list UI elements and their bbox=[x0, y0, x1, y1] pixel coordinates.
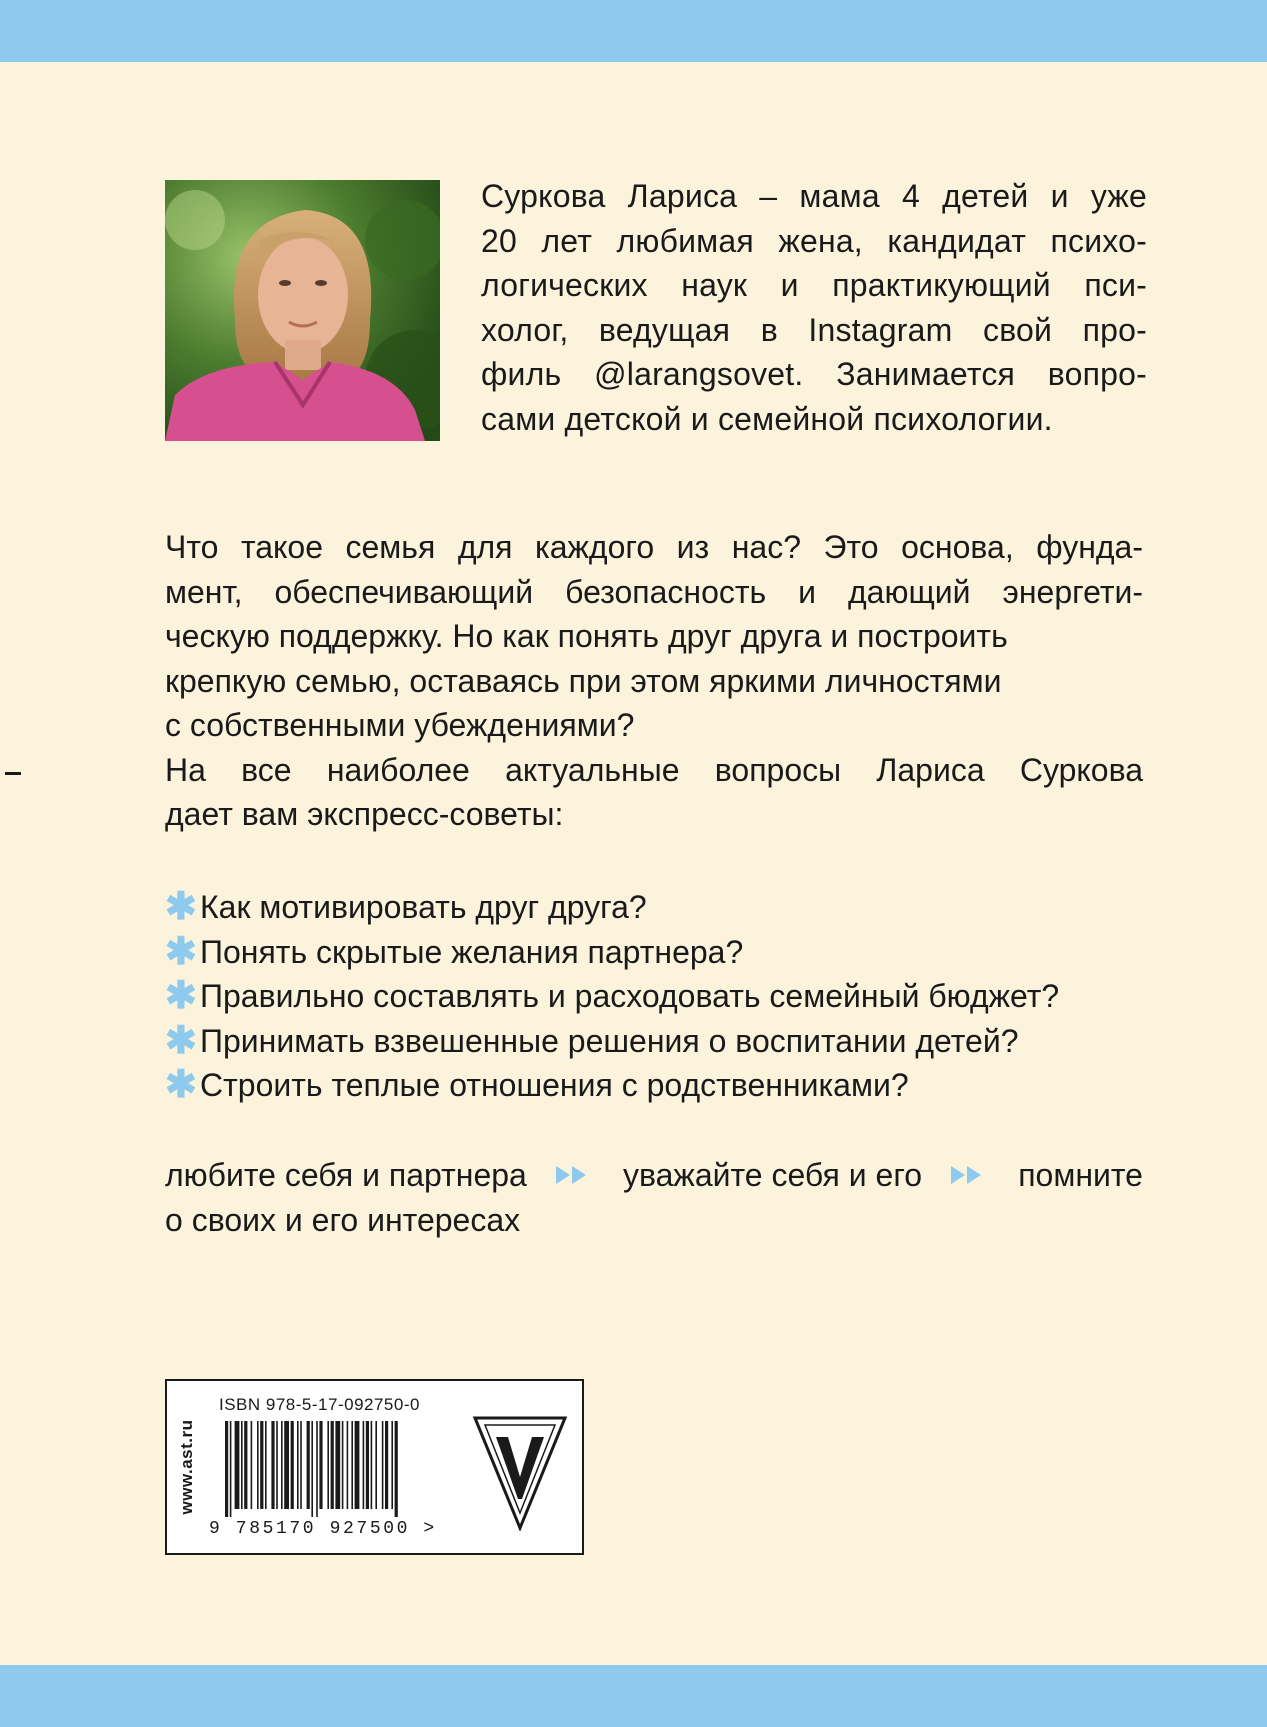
bio-line: филь @larangsovet. Занимается вопро- bbox=[481, 356, 1147, 392]
intro-line: крепкую семью, оставаясь при этом яркими личностями bbox=[165, 662, 1002, 699]
barcode-digits: 9 785170 927500 > bbox=[209, 1519, 437, 1539]
asterisk-icon: ✱ bbox=[165, 1019, 197, 1062]
intro-line: с собственными убеждениями? bbox=[165, 707, 635, 743]
double-arrow-icon bbox=[556, 1164, 594, 1186]
list-item bbox=[165, 885, 1059, 930]
author-photo bbox=[165, 180, 440, 441]
list-item bbox=[165, 1019, 1059, 1064]
top-color-band bbox=[0, 0, 1267, 62]
isbn-label: ISBN 978-5-17-092750-0 bbox=[219, 1395, 420, 1414]
publisher-v-logo bbox=[472, 1415, 568, 1531]
bio-line: холог, ведущая в Instagram свой про- bbox=[481, 311, 1147, 348]
intro-line: дает вам экспресс-советы: bbox=[165, 796, 564, 832]
asterisk-icon: ✱ bbox=[165, 886, 197, 928]
bio-line: логических наук и практикующий пси- bbox=[481, 267, 1147, 303]
asterisk-icon: ✱ bbox=[165, 1064, 197, 1106]
motto-respect: уважайте себя и его bbox=[622, 1157, 923, 1193]
margin-dash bbox=[5, 772, 21, 775]
intro-line: Что такое семья для каждого из нас? Это основа, фунда- bbox=[165, 529, 1143, 565]
barcode-block bbox=[165, 1379, 584, 1555]
list-item bbox=[165, 930, 1059, 975]
double-arrow-icon bbox=[951, 1164, 989, 1186]
motto-remember: помните bbox=[1018, 1157, 1143, 1193]
list-item-text: Правильно составлять и расходовать семейный бюджет? bbox=[200, 978, 1060, 1014]
list-item-text: Как мотивировать друг друга? bbox=[200, 889, 647, 925]
list-item-text: Принимать взвешенные решения о воспитании детей? bbox=[200, 1022, 1019, 1059]
list-item-text: Строить теплые отношения с родственниками? bbox=[200, 1067, 909, 1103]
intro-line: мент, обеспечивающий безопасность и дающий энергети- bbox=[165, 573, 1143, 610]
bio-line: Суркова Лариса – мама 4 детей и уже bbox=[481, 178, 1147, 214]
site-url: www.ast.ru bbox=[177, 1419, 196, 1515]
motto-interests: о своих и его интересах bbox=[165, 1201, 521, 1238]
asterisk-icon: ✱ bbox=[165, 975, 197, 1017]
bio-line: сами детской и семейной психологии. bbox=[481, 400, 1053, 437]
publisher-site bbox=[169, 1381, 205, 1553]
list-item-text: Понять скрытые желания партнера? bbox=[200, 933, 744, 970]
list-item bbox=[165, 1063, 1059, 1108]
bio-line: 20 лет любимая жена, кандидат психо- bbox=[481, 222, 1147, 259]
motto-love: любите себя и партнера bbox=[165, 1157, 527, 1193]
asterisk-icon: ✱ bbox=[165, 930, 197, 973]
author-bio bbox=[481, 174, 1147, 441]
advice-list bbox=[165, 885, 1059, 1108]
intro-paragraph bbox=[165, 525, 1143, 837]
list-item bbox=[165, 974, 1059, 1019]
barcode-icon bbox=[225, 1421, 459, 1517]
mottos bbox=[165, 1153, 1143, 1242]
intro-line: На все наиболее актуальные вопросы Лариса Суркова bbox=[165, 751, 1143, 788]
intro-line: ческую поддержку. Но как понять друг друга и построить bbox=[165, 618, 1008, 654]
bottom-color-band bbox=[0, 1665, 1267, 1727]
